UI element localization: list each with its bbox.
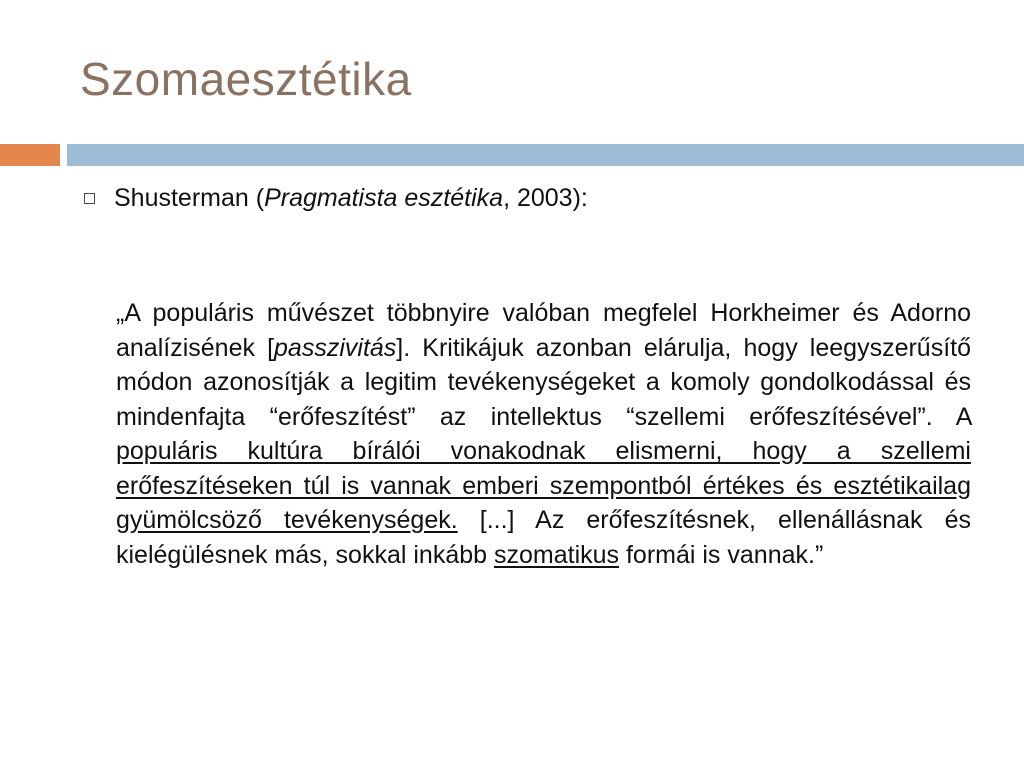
bullet-year: , 2003): (503, 184, 588, 212)
quote-underlined-passage: populáris kultúra bírálói vonakodnak elismerni, hogy a szellemi erőfeszítéseken túl is vannak emberi szempontból értékes és esztétikailag gyümölcsöző tevékenységek. (116, 437, 971, 534)
quote-part-2: ]. Kritikájuk azonban elárulja, hogy leegyszerűsítő módon azonosítják a legitim tevékenységeket a komoly gondolkodással és mindenfajta “erőfeszítést” az intellektus “szellemi erőfeszítésével”. A (116, 333, 971, 431)
accent-bar-blue (67, 144, 1024, 166)
square-bullet-icon (84, 193, 95, 204)
quote-part-3: [...] Az erőfeszítésnek, ellenállásnak és kielégülésnek más, sokkal inkább (116, 506, 972, 569)
accent-bar-orange (0, 144, 60, 166)
quote-underlined-term: szomatikus (493, 540, 620, 569)
quote-paragraph (116, 296, 971, 572)
slide-title: Szomaesztétika (80, 53, 412, 105)
quote-part-1: „A populáris művészet többnyire valóban megfelel Horkheimer és Adorno analízisének [ (116, 299, 971, 362)
quote-italic-term: passzivitás (274, 333, 397, 362)
quote-part-4: formái is vannak.” (619, 540, 824, 569)
bullet-author: Shusterman ( (114, 184, 265, 212)
bullet-text (114, 184, 588, 213)
bullet-item (84, 184, 588, 213)
bullet-book-title: Pragmatista esztétika (264, 184, 504, 212)
